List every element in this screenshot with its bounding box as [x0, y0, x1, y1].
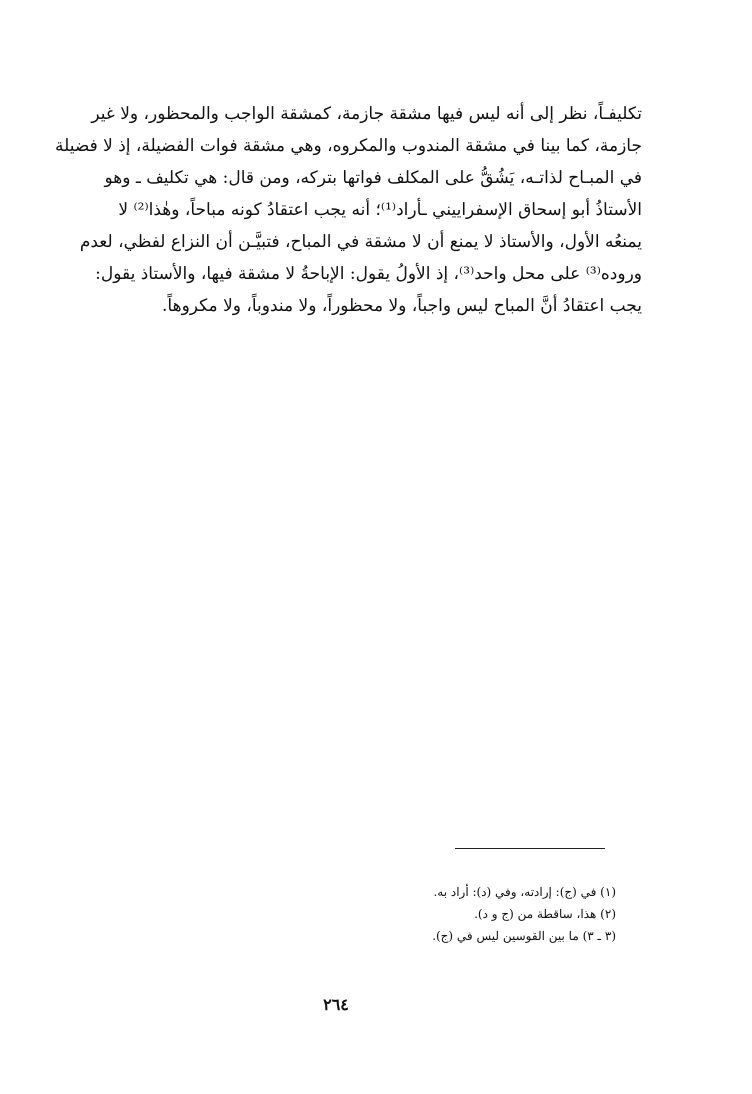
body-line: تكليفـاً، نظر إلى أنه ليس فيها مشقة جازمة، كمشقة الواجب والمحظور، ولا غير — [91, 104, 642, 124]
footnote: (١) في (ج): إرادته، وفي (د): أراد به. — [433, 885, 616, 899]
footnote-divider — [455, 848, 605, 849]
footnote: (٣ ـ ٣) ما بين القوسين ليس في (ج). — [432, 929, 616, 943]
body-line: الأستاذُ أبو إسحاق الإسفراييني ـأراد⁽¹⁾؛ أنه يجب اعتقادُ كونه مباحاً، وهٰذا⁽²⁾ لا — [118, 200, 642, 220]
footnotes-block — [300, 881, 616, 947]
body-line: جازمة، كما بينا في مشقة المندوب والمكروه، وهي مشقة فوات الفضيلة، إذ لا فضيلة — [54, 136, 642, 156]
page-number: ٢٦٤ — [323, 995, 349, 1014]
body-line: يجب اعتقادُ أنَّ المباح ليس واجباً، ولا محظوراً، ولا مندوباً، ولا مكروهاً. — [162, 296, 642, 316]
main-text-block — [54, 98, 642, 322]
footnote: (٢) هذا، ساقطة من (ج و د). — [474, 907, 616, 921]
body-line: في المبـاح لذاتـه، يَشُقُّ على المكلف فواتها بتركه، ومن قال: هي تكليف ـ وهو — [104, 168, 642, 188]
body-line: وروده⁽³⁾ على محل واحد⁽³⁾، إذ الأولُ يقول: الإباحةُ لا مشقة فيها، والأستاذ يقول: — [95, 264, 642, 284]
body-line: يمنعُه الأول، والأستاذ لا يمنع أن لا مشقة في المباح، فتبيَّـن أن النزاع لفظي، لعدم — [79, 232, 642, 252]
